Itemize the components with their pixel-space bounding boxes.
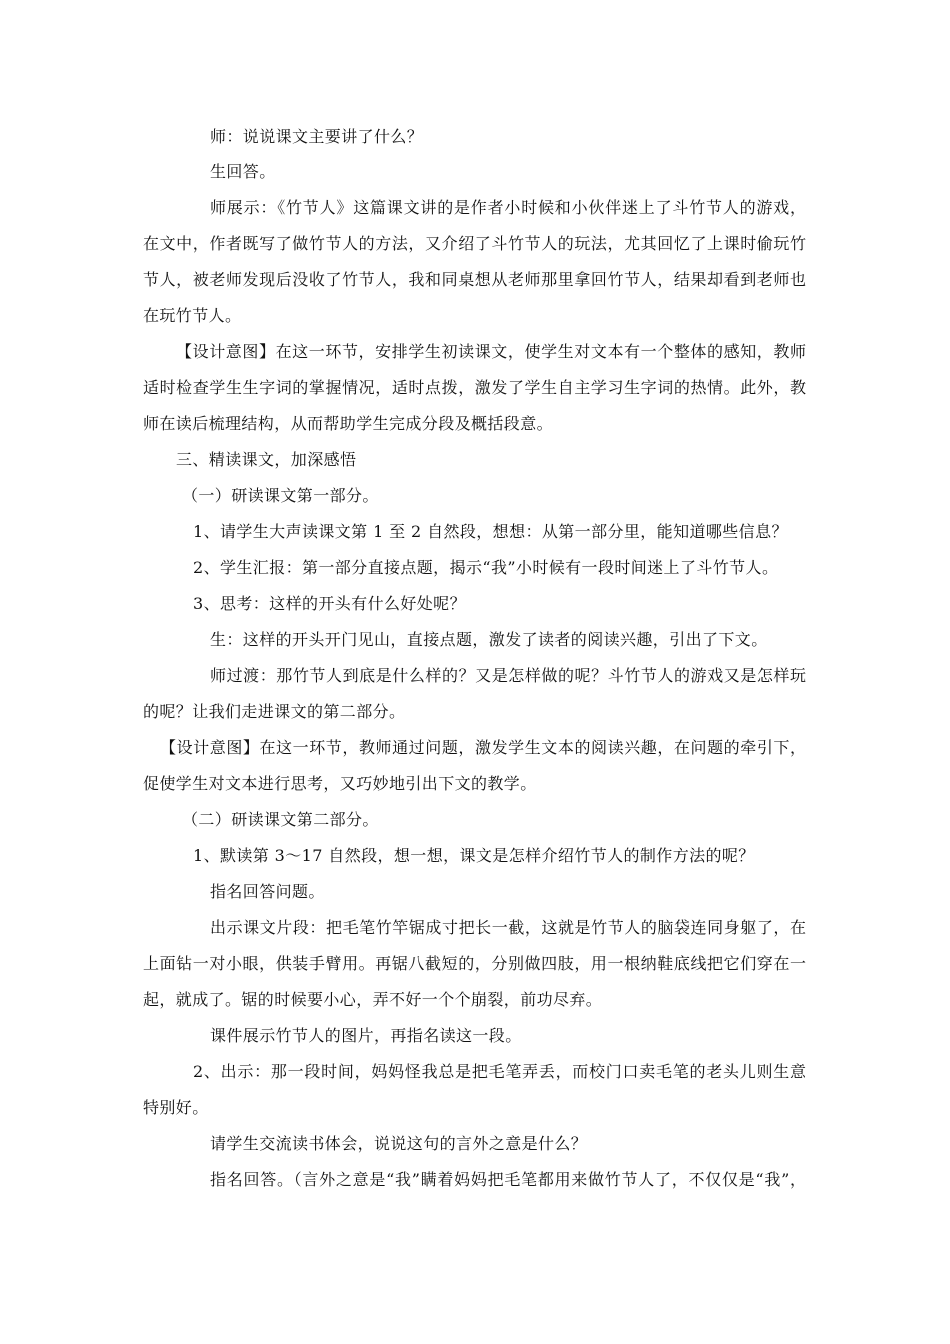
text-line: 的呢？让我们走进课文的第二部分。 <box>143 702 406 721</box>
design-intent-heading-line: 【设计意图】在这一环节，教师通过问题，激发学生文本的阅读兴趣，在问题的牵引下， <box>160 738 806 757</box>
text-line: 出示课文片段：把毛笔竹竿锯成寸把长一截，这就是竹节人的脑袋连同身躯了，在 <box>210 918 806 937</box>
text-line: 师展示：《竹节人》这篇课文讲的是作者小时候和小伙伴迷上了斗竹节人的游戏， <box>210 198 806 217</box>
subsection-heading: （二）研读课文第二部分。 <box>182 810 379 829</box>
text-line: 师：说说课文主要讲了什么？ <box>210 127 424 146</box>
text-line: 节人，被老师发现后没收了竹节人，我和同桌想从老师那里拿回竹节人，结果却看到老师也 <box>143 270 806 289</box>
text-line: 师在读后梳理结构，从而帮助学生完成分段及概括段意。 <box>143 414 554 433</box>
text-line: 上面钻一对小眼，供装手臂用。再锯八截短的，分别做四肢，用一根纳鞋底线把它们穿在一 <box>143 954 806 973</box>
text-line: 请学生交流读书体会，说说这句的言外之意是什么？ <box>210 1134 588 1153</box>
text-line: 指名回答。（言外之意是“我”瞒着妈妈把毛笔都用来做竹节人了，不仅仅是“我”， <box>210 1170 806 1189</box>
text-line: 在文中，作者既写了做竹节人的方法，又介绍了斗竹节人的玩法，尤其回忆了上课时偷玩竹 <box>143 234 806 253</box>
subsection-heading: （一）研读课文第一部分。 <box>182 486 379 505</box>
text-line: 生回答。 <box>210 162 276 181</box>
text-line: 课件展示竹节人的图片，再指名读这一段。 <box>210 1026 522 1045</box>
list-item: 1、默读第 3～17 自然段，想一想，课文是怎样介绍竹节人的制作方法的呢？ <box>193 846 755 865</box>
text-line: 师过渡：那竹节人到底是什么样的？又是怎样做的呢？斗竹节人的游戏又是怎样玩 <box>210 666 806 685</box>
text-line: 指名回答问题。 <box>210 882 325 901</box>
text-line: 促使学生对文本进行思考，又巧妙地引出下文的教学。 <box>143 774 537 793</box>
list-item: 3、思考：这样的开头有什么好处呢？ <box>193 594 466 613</box>
design-intent-heading-line: 【设计意图】在这一环节，安排学生初读课文，使学生对文本有一个整体的感知，教师 <box>176 342 806 361</box>
text-line: 生：这样的开头开门见山，直接点题，激发了读者的阅读兴趣，引出了下文。 <box>210 630 768 649</box>
text-line: 起，就成了。锯的时候要小心，弄不好一个个崩裂，前功尽弃。 <box>143 990 603 1009</box>
list-item: 2、学生汇报：第一部分直接点题，揭示“我”小时候有一段时间迷上了斗竹节人。 <box>193 558 779 577</box>
text-line: 在玩竹节人。 <box>143 306 242 325</box>
text-line: 特别好。 <box>143 1098 209 1117</box>
list-item: 2、出示：那一段时间，妈妈怪我总是把毛笔弄丢，而校门口卖毛笔的老头儿则生意 <box>193 1062 806 1081</box>
text-line: 适时检查学生生字词的掌握情况，适时点拨，激发了学生自主学习生字词的热情。此外，教 <box>143 378 806 397</box>
list-item: 1、请学生大声读课文第 1 至 2 自然段，想想：从第一部分里，能知道哪些信息？ <box>193 522 788 541</box>
section-heading: 三、精读课文，加深感悟 <box>176 450 357 469</box>
